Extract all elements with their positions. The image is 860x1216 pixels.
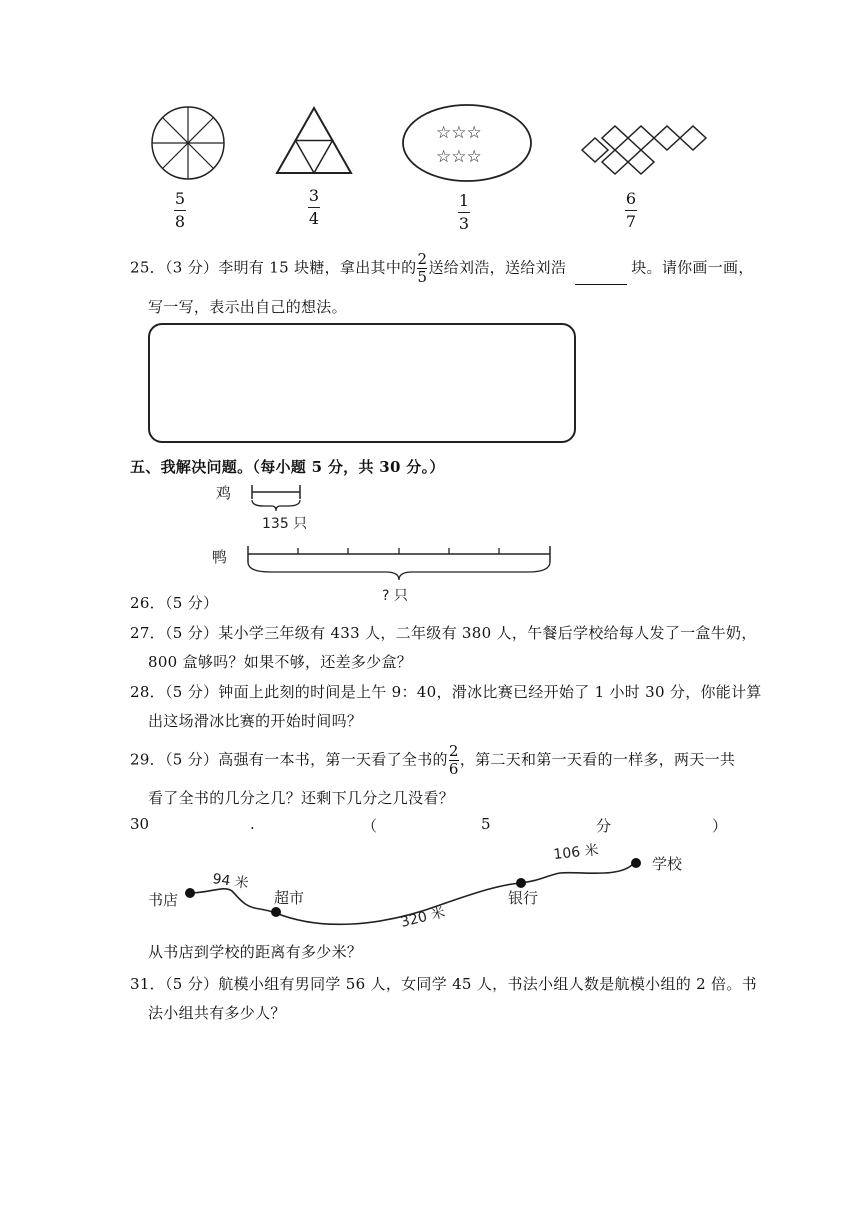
chicken-label: 鸡 [216,484,232,502]
q25-suffix: 块。请你画一画， [631,258,754,277]
fraction-diamonds [625,190,637,230]
answer-blank[interactable] [575,270,627,285]
denominator: 7 [625,211,637,231]
q25-prefix: 25．（3 分）李明有 15 块糖，拿出其中的 [130,258,417,277]
numerator: 6 [625,189,637,208]
section-title: 五、我解决问题。（每小题 5 分，共 30 分。） [130,458,445,476]
question-27-line2: 800 盒够吗？如果不够，还差多少盒？ [148,653,413,671]
distance-94: 94 米 [211,871,250,893]
q25-fraction [417,252,427,285]
duck-label: 鸭 [212,548,228,566]
school-label: 学校 [652,855,683,873]
denominator: 3 [458,213,470,233]
q30-number: 30 [130,815,150,833]
q29-prefix: 29．（5 分）高强有一本书，第一天看了全书的 [130,750,448,769]
fraction-triangle [308,187,320,227]
route-map [140,835,710,935]
denominator: 6 [448,760,459,778]
q30-score: 5 [481,815,491,833]
q29-fraction [449,744,459,777]
numerator: 1 [458,191,470,210]
distance-320: 320 米 [399,904,447,931]
denominator: 5 [417,268,428,286]
q29-suffix: ，第二天和第一天看的一样多，两天一共 [459,750,736,769]
chicken-count: 135 只 [262,516,308,532]
svg-text:☆☆☆: ☆☆☆ [436,123,482,143]
question-31-line1: 31．（5 分）航模小组有男同学 56 人，女同学 45 人，书法小组人数是航模小组的 2 倍。书 [130,975,757,993]
drawing-box[interactable] [148,323,576,443]
circle-eighths [152,107,224,179]
bookstore-label: 书店 [148,891,179,909]
diamond-grid [582,126,706,174]
svg-text:☆☆☆: ☆☆☆ [436,147,482,167]
duck-count: ? 只 [382,588,408,604]
numerator: 3 [308,186,320,205]
denominator: 4 [308,208,320,228]
q30-lparen: （ [362,817,378,835]
numerator: 5 [174,189,186,208]
denominator: 8 [174,211,186,231]
q30-unit: 分 [596,817,612,835]
question-29 [130,744,735,777]
fraction-oval [458,192,470,232]
fraction-circle [174,190,186,230]
question-27-line1: 27．（5 分）某小学三年级有 433 人，二年级有 380 人，午餐后学校给每人发了一盒牛奶， [130,624,757,642]
q30-rparen: ） [712,817,728,835]
question-31-line2: 法小组共有多少人？ [148,1004,286,1022]
supermarket-label: 超市 [274,889,305,907]
q30-dot: . [250,815,255,833]
numerator: 2 [417,250,428,268]
distance-106: 106 米 [552,842,600,863]
question-25 [130,252,754,285]
question-28-line1: 28．（5 分）钟面上此刻的时间是上午 9：40，滑冰比赛已经开始了 1 小时 30 分，你能计算 [130,683,762,701]
triangle-quarters [277,108,351,173]
question-26: 26．（5 分） [130,594,219,612]
numerator: 2 [448,742,459,760]
question-28-line2: 出这场滑冰比赛的开始时间吗？ [148,712,363,730]
q29-line2: 看了全书的几分之几？还剩下几分之几没看？ [148,789,455,807]
q25-line2: 写一写，表示出自己的想法。 [148,298,347,316]
q25-middle: 送给刘浩，送给刘浩 [428,258,572,277]
bank-label: 银行 [508,889,539,907]
shapes-figure [140,98,740,208]
q30-question: 从书店到学校的距离有多少米？ [148,943,363,961]
line-segment-diagram [200,480,580,610]
oval-stars [403,105,531,181]
